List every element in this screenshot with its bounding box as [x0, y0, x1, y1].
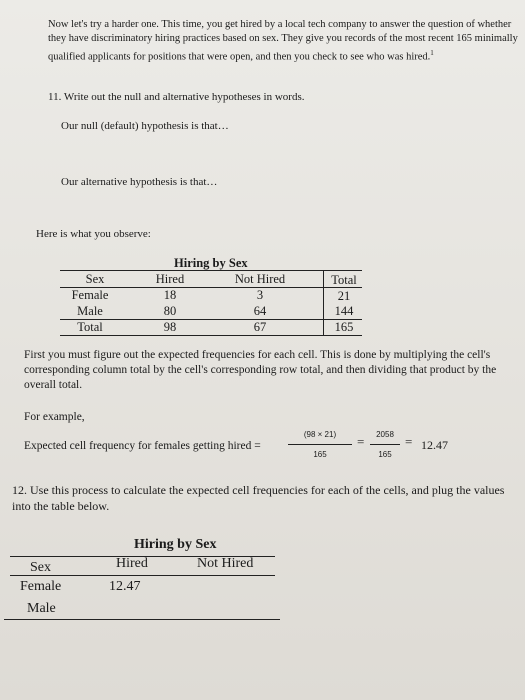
question-12-prompt: 12. Use this process to calculate the expected cell frequencies for each of the cells, and plug the values into the table below. — [12, 483, 505, 513]
instructions-paragraph: First you must figure out the expected frequencies for each cell. This is done by multiplying the cell's corresponding column total by the cell's corresponding row total, and then dividing that product by the overall total. — [24, 349, 497, 391]
cell-female-not-hired: 3 — [256, 288, 264, 302]
header-not-hired: Not Hired — [234, 272, 286, 286]
row-label-female: Female — [71, 288, 109, 302]
table-rule — [60, 270, 362, 271]
cell-male-total: 144 — [334, 304, 354, 318]
fraction-2-numerator: 2058 — [376, 430, 394, 439]
cell-expected-female-hired[interactable]: 12.47 — [109, 579, 141, 594]
header-sex: Sex — [85, 272, 105, 286]
cell-female-hired: 18 — [163, 288, 177, 302]
table-rule — [60, 335, 362, 336]
fraction-1-denominator: 165 — [313, 450, 327, 459]
intro-paragraph: Now let's try a harder one. This time, you get hired by a local tech company to answer the question of whether they have discriminatory hiring practices based on sex. They give you records of the most recent 165 minimally qualified applicants for positions that were open, and then you check to see who was hired.$^1$ — [48, 19, 518, 63]
footnote-mark: 1 — [430, 49, 434, 57]
observe-label: Here is what you observe: — [36, 228, 151, 240]
expected-table-title: Hiring by Sex — [134, 537, 217, 552]
expected-frequency-label: Expected cell frequency for females getting hired = — [24, 440, 261, 452]
equals-sign: = — [357, 434, 365, 449]
fraction-2-denominator: 165 — [378, 450, 392, 459]
cell-male-not-hired: 64 — [253, 304, 267, 318]
cell-total-not-hired: 67 — [253, 320, 267, 334]
row-label-male: Male — [27, 601, 56, 616]
observed-table-title: Hiring by Sex — [174, 256, 248, 270]
cell-female-total: 21 — [337, 289, 351, 303]
row-label-female: Female — [20, 579, 62, 594]
row-label-total: Total — [77, 320, 103, 334]
header-hired: Hired — [116, 556, 148, 571]
null-hypothesis-label: Our null (default) hypothesis is that… — [61, 120, 229, 132]
row-label-male: Male — [77, 304, 103, 318]
fraction-1-numerator: (98 × 21) — [303, 430, 337, 439]
fraction-bar — [370, 444, 400, 445]
cell-grand-total: 165 — [334, 320, 354, 334]
fraction-bar — [288, 444, 352, 445]
question-11-prompt: 11. Write out the null and alternative hypotheses in words. — [48, 91, 305, 103]
example-label: For example, — [24, 411, 85, 423]
cell-male-hired: 80 — [163, 304, 177, 318]
example-result: 12.47 — [421, 438, 448, 452]
equals-sign: = — [405, 434, 413, 449]
header-total: Total — [331, 273, 357, 287]
table-rule — [4, 619, 280, 620]
header-sex: Sex — [30, 560, 51, 575]
cell-total-hired: 98 — [163, 320, 177, 334]
header-hired: Hired — [155, 272, 185, 286]
header-not-hired: Not Hired — [197, 556, 254, 571]
alternative-hypothesis-label: Our alternative hypothesis is that… — [61, 176, 218, 188]
